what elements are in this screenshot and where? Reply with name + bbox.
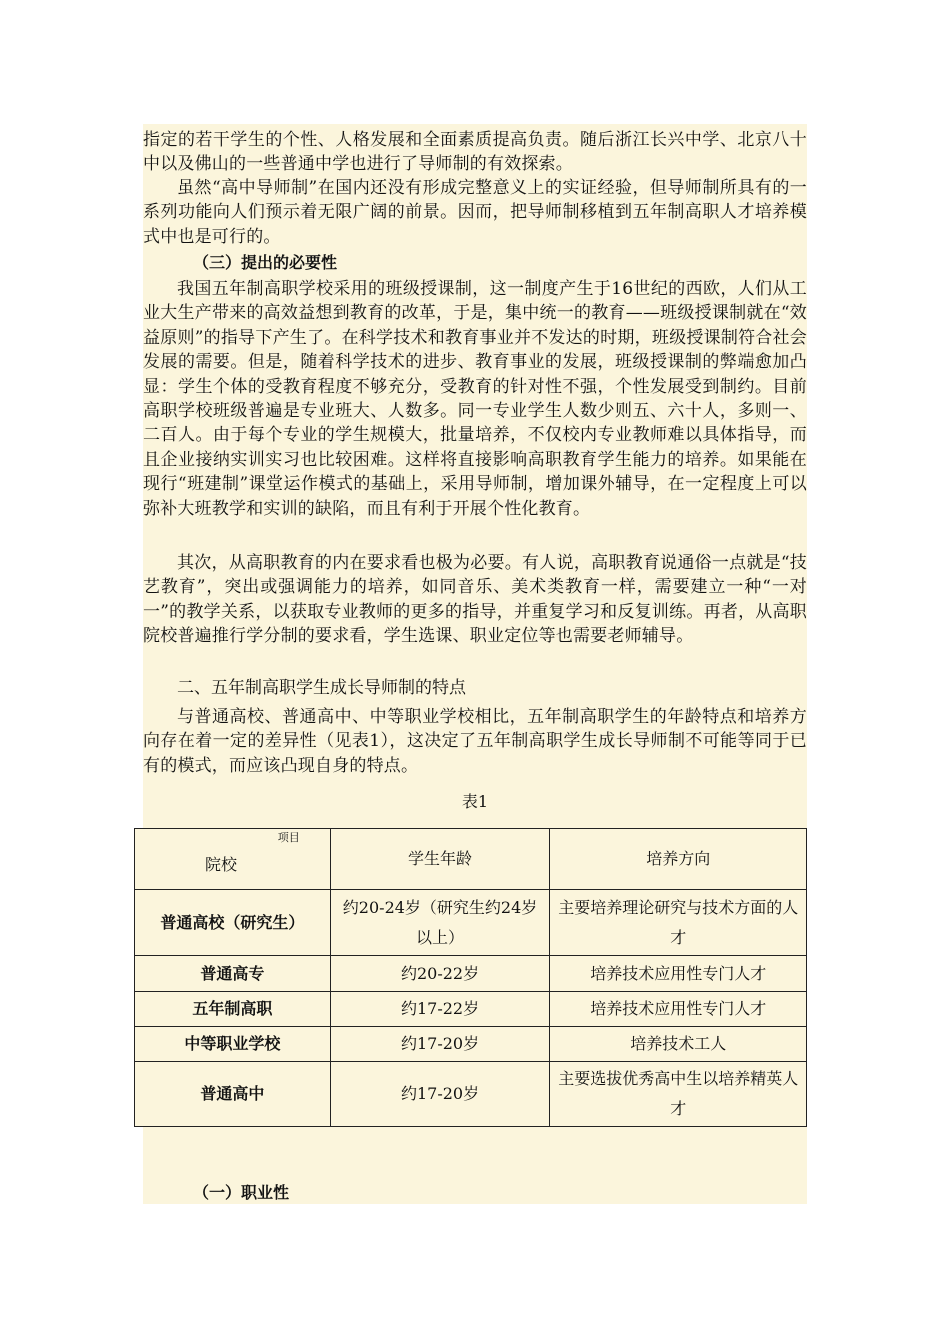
school-cell: 中等职业学校: [135, 1027, 331, 1062]
section-heading-features: 二、五年制高职学生成长导师制的特点: [177, 678, 466, 698]
age-cell: 约20-24岁（研究生约24岁以上）: [330, 890, 550, 956]
table-row: [135, 992, 807, 1027]
table-caption: 表1: [461, 792, 489, 811]
direction-cell: 主要培养理论研究与技术方面的人才: [550, 890, 807, 956]
table-header-row: [135, 829, 807, 890]
corner-item-label: 项目: [277, 831, 300, 844]
table-row: [135, 956, 807, 992]
corner-header-cell: [135, 829, 331, 890]
age-cell: 约20-22岁: [330, 956, 550, 992]
age-cell: 约17-20岁: [330, 1062, 550, 1127]
paragraph-comparison: 与普通高校、普通高中、中等职业学校相比，五年制高职学生的年龄特点和培养方向存在着一定的差异性（见表1），这决定了五年制高职学生成长导师制不可能等同于已有的模式，而应该凸现自身的特点。: [143, 707, 807, 776]
direction-cell: 培养技术工人: [550, 1027, 807, 1062]
header-age: 学生年龄: [330, 829, 550, 890]
paragraph-internal-requirements: 其次，从高职教育的内在要求看也极为必要。有人说，高职教育说通俗一点就是“技艺教育”，突出或强调能力的培养，如同音乐、美术类教育一样，需要建立一种“一对一”的教学关系，以获取专业教师的更多的指导，并重复学习和反复训练。再者，从高职院校普遍推行学分制的要求看，学生选课、职业定位等也需要老师辅导。: [143, 553, 807, 647]
table-row: [135, 1062, 807, 1127]
paragraph-high-school-tutor: 虽然“高中导师制”在国内还没有形成完整意义上的实证经验，但导师制所具有的一系列功能向人们预示着无限广阔的前景。因而，把导师制移植到五年制高职人才培养模式中也是可行的。: [143, 178, 807, 247]
table-row: [135, 1027, 807, 1062]
direction-cell: 主要选拔优秀高中生以培养精英人才: [550, 1062, 807, 1127]
header-direction: 培养方向: [550, 829, 807, 890]
direction-cell: 培养技术应用性专门人才: [550, 956, 807, 992]
section-heading-vocational: （一）职业性: [193, 1183, 290, 1202]
table-row: [135, 890, 807, 956]
school-cell: 普通高校（研究生）: [135, 890, 331, 956]
paragraph-continued: 指定的若干学生的个性、人格发展和全面素质提高负责。随后浙江长兴中学、北京八十中以及佛山的一些普通中学也进行了导师制的有效探索。: [143, 130, 807, 175]
age-cell: 约17-22岁: [330, 992, 550, 1027]
direction-cell: 培养技术应用性专门人才: [550, 992, 807, 1027]
school-cell: 普通高中: [135, 1062, 331, 1127]
age-cell: 约17-20岁: [330, 1027, 550, 1062]
corner-school-label: 院校: [205, 855, 238, 874]
paragraph-class-system: 我国五年制高职学校采用的班级授课制，这一制度产生于16世纪的西欧，人们从工业大生产带来的高效益想到教育的改革，于是，集中统一的教育——班级授课制就在“效益原则”的指导下产生了。在科学技术和教育事业并不发达的时期，班级授课制符合社会发展的需要。但是，随着科学技术的进步、教育事业的发展，班级授课制的弊端愈加凸显：学生个体的受教育程度不够充分，受教育的针对性不强，个性发展受到制约。目前高职学校班级普遍是专业班大、人数多。同一专业学生人数少则五、六十人，多则一、二百人。由于每个专业的学生规模大，批量培养，不仅校内专业教师难以具体指导，而且企业接纳实训实习也比较困难。这样将直接影响高职教育学生能力的培养。如果能在现行“班建制”课堂运作模式的基础上，采用导师制，增加课外辅导，在一定程度上可以弥补大班教学和实训的缺陷，而且有利于开展个性化教育。: [143, 279, 807, 519]
school-cell: 五年制高职: [135, 992, 331, 1027]
school-cell: 普通高专: [135, 956, 331, 992]
section-heading-necessity: （三）提出的必要性: [193, 253, 338, 272]
comparison-table: [134, 828, 807, 1127]
